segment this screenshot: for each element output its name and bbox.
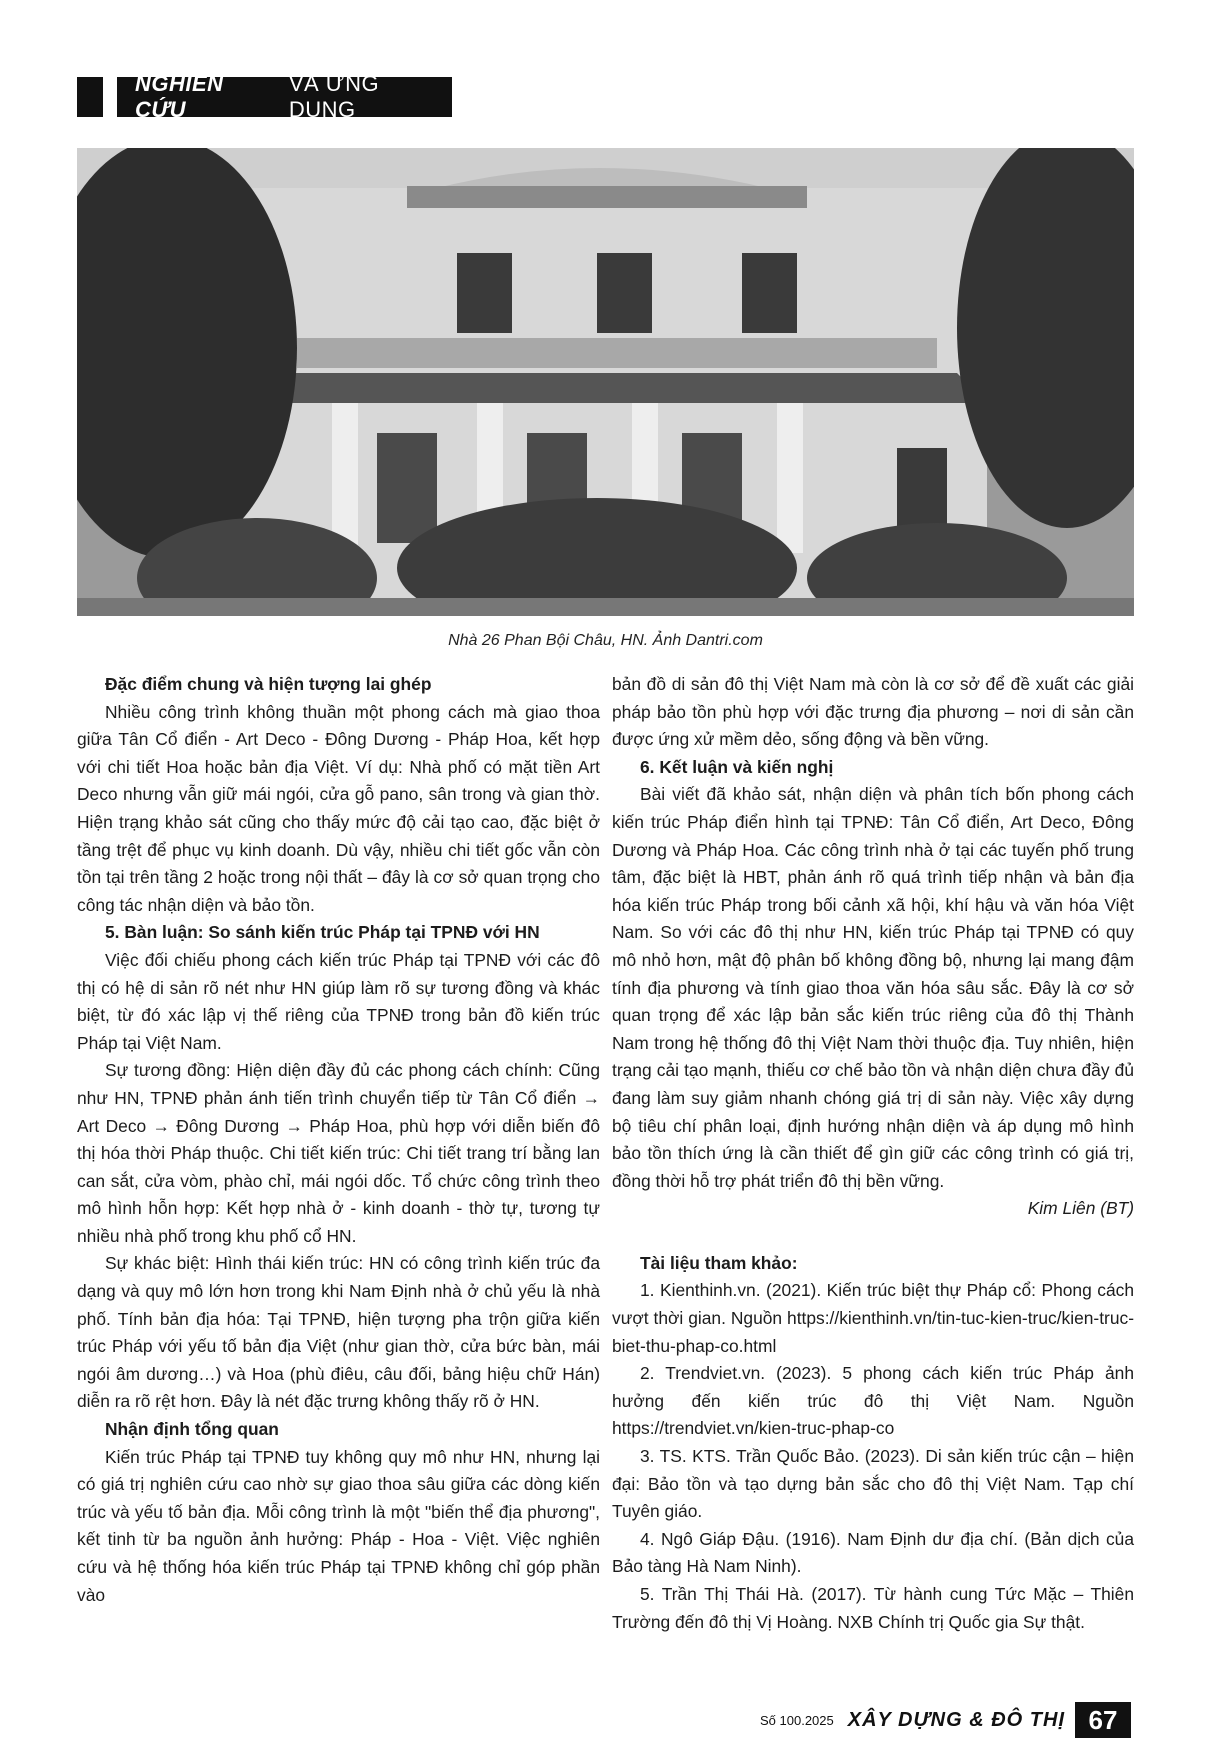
section-heading-6: 6. Kết luận và kiến nghị	[640, 756, 834, 777]
paragraph: Việc đối chiếu phong cách kiến trúc Pháp tại TPNĐ với các đô thị có hệ di sản rõ nét như HN giúp làm rõ sự tương đồng và khác biệt, từ đó xác lập vị thế riêng của TPNĐ trong bản đồ kiến trúc Pháp tại Việt Nam.	[77, 949, 600, 1053]
magazine-name: XÂY DỰNG & ĐÔ THỊ	[847, 1708, 1065, 1731]
author-signature: Kim Liên (BT)	[1027, 1198, 1134, 1219]
paragraph: Sự khác biệt: Hình thái kiến trúc: HN có công trình kiến trúc đa dạng và quy mô lớn hơn trong khi Nam Định nhà ở chủ yếu là nhà phố. Tính bản địa hóa: Tại TPNĐ, hiện tượng pha trộn giữa kiến trúc Pháp với yếu tố bản địa Việt (như gian thờ, cửa bức bàn, mái ngói âm dương…) và Hoa (phù điêu, câu đối, bảng hiệu chữ Hán) diễn ra rõ rệt hơn. Đây là nét đặc trưng không thấy rõ ở HN.	[77, 1253, 600, 1412]
section-heading-5: 5. Bàn luận: So sánh kiến trúc Pháp tại TPNĐ với HN	[105, 922, 540, 943]
reference-item: 2. Trendviet.vn. (2023). 5 phong cách kiến trúc Pháp ảnh hưởng đến kiến trúc đô thị Việt Nam. Nguồn https://trendviet.vn/kien-truc-phap-co	[612, 1363, 1134, 1439]
page-footer	[760, 1702, 1131, 1738]
photo-caption: Nhà 26 Phan Bội Châu, HN. Ảnh Dantri.com	[448, 632, 763, 649]
references-title: Tài liệu tham khảo:	[640, 1252, 798, 1273]
paragraph: Sự tương đồng: Hiện diện đầy đủ các phong cách chính: Cũng như HN, TPNĐ phản ánh tiến trình chuyển tiếp từ Tân Cổ điển → Art Deco → Đông Dương → Pháp Hoa, phù hợp với diễn biến đô thị hóa thời Pháp thuộc. Chi tiết kiến trúc: Chi tiết trang trí bằng lan can sắt, cửa vòm, phào chỉ, mái ngói dốc. Tổ chức công trình theo mô hình hỗn hợp: Kết hợp nhà ở - kinh doanh - thờ tự, tương tự nhiều nhà phố trong khu phố cổ HN.	[77, 1060, 600, 1246]
villa-photo-illustration	[77, 148, 1134, 616]
villa-photo	[77, 148, 1134, 616]
right-column	[612, 671, 1134, 1636]
paragraph: Nhiều công trình không thuần một phong cách mà giao thoa giữa Tân Cổ điển - Art Deco - Đông Dương - Pháp Hoa, kết hợp với chi tiết Hoa hoặc bản địa Việt. Ví dụ: Nhà phố có mặt tiền Art Deco nhưng vẫn giữ mái ngói, cửa gỗ pano, sân trong và gian thờ. Hiện trạng khảo sát cũng cho thấy mức độ cải tạo cao, đặc biệt ở tầng trệt để phục vụ kinh doanh. Dù vậy, nhiều chi tiết gốc vẫn còn tồn tại trên tầng 2 hoặc trong nội thất – đây là cơ sở quan trọng cho công tác nhận diện và bảo tồn.	[77, 701, 600, 915]
section-header	[117, 71, 452, 122]
page-number: 67	[1075, 1702, 1131, 1738]
reference-item: 4. Ngô Giáp Đậu. (1916). Nam Định dư địa chí. (Bản dịch của Bảo tàng Hà Nam Ninh).	[612, 1528, 1134, 1577]
paragraph: Kiến trúc Pháp tại TPNĐ tuy không quy mô như HN, nhưng lại có giá trị nghiên cứu cao nhờ sự giao thoa sâu giữa các dòng kiến trúc và yếu tố bản địa. Mỗi công trình là một "biến thể địa phương", kết tinh từ ba nguồn ảnh hưởng: Pháp - Hoa - Việt. Việc nghiên cứu và hệ thống hóa kiến trúc Pháp tại TPNĐ không chỉ góp phần vào	[77, 1446, 600, 1605]
issue-number: Số 100.2025	[760, 1712, 834, 1728]
reference-item: 3. TS. KTS. Trần Quốc Bảo. (2023). Di sản kiến trúc cận – hiện đại: Bảo tồn và tạo dựng bản sắc cho đô thị Việt Nam. Tạp chí Tuyên giáo.	[612, 1446, 1134, 1522]
header-marker-block	[77, 77, 103, 117]
left-column	[77, 671, 600, 1609]
section-header-bold: NGHIÊN CỨU	[135, 71, 224, 122]
subheading-general-features: Đặc điểm chung và hiện tượng lai ghép	[105, 674, 432, 694]
subheading-overview: Nhận định tổng quan	[105, 1419, 279, 1440]
reference-item: 1. Kienthinh.vn. (2021). Kiến trúc biệt thự Pháp cổ: Phong cách vượt thời gian. Nguồn https://kienthinh.vn/tin-tuc-kien-truc/kien-truc-biet-thu-phap-co.html	[612, 1280, 1134, 1356]
paragraph-continued: bản đồ di sản đô thị Việt Nam mà còn là cơ sở để đề xuất các giải pháp bảo tồn phù hợp với đặc trưng địa phương – nơi di sản cần được ứng xử mềm dẻo, sống động và bền vững.	[612, 674, 1134, 750]
reference-item: 5. Trần Thị Thái Hà. (2017). Từ hành cung Tức Mặc – Thiên Trường đến đô thị Vị Hoàng. NXB Chính trị Quốc gia Sự thật.	[612, 1584, 1134, 1632]
section-header-rest: VÀ ỨNG DỤNG	[288, 71, 380, 122]
paragraph: Bài viết đã khảo sát, nhận diện và phân tích bốn phong cách kiến trúc Pháp điển hình tại TPNĐ: Tân Cổ điển, Art Deco, Đông Dương và Pháp Hoa. Các công trình nhà ở tại các tuyến phố trung tâm, đặc biệt là HBT, phản ánh rõ quá trình tiếp nhận và bản địa hóa kiến trúc Pháp trong bối cảnh xã hội, khí hậu và văn hóa Việt Nam. So với các đô thị như HN, kiến trúc Pháp tại TPNĐ có quy mô nhỏ hơn, mật độ phân bố không đồng bộ, nhưng lại mang đậm tính địa phương và tính giao thoa văn hóa sâu sắc. Đây là cơ sở quan trọng để xác lập bản sắc kiến trúc riêng của đô thị Thành Nam trong hệ thống đô thị Việt Nam thời thuộc địa. Tuy nhiên, hiện trạng cải tạo mạnh, thiếu cơ chế bảo tồn và nhận diện chưa đầy đủ đang làm suy giảm nhanh chóng giá trị di sản này. Việc xây dựng bộ tiêu chí phân loại, định hướng nhận diện và áp dụng mô hình bảo tồn thích ứng là cần thiết để gìn giữ các công trình có giá trị, đồng thời hỗ trợ phát triển đô thị bền vững.	[612, 784, 1134, 1191]
